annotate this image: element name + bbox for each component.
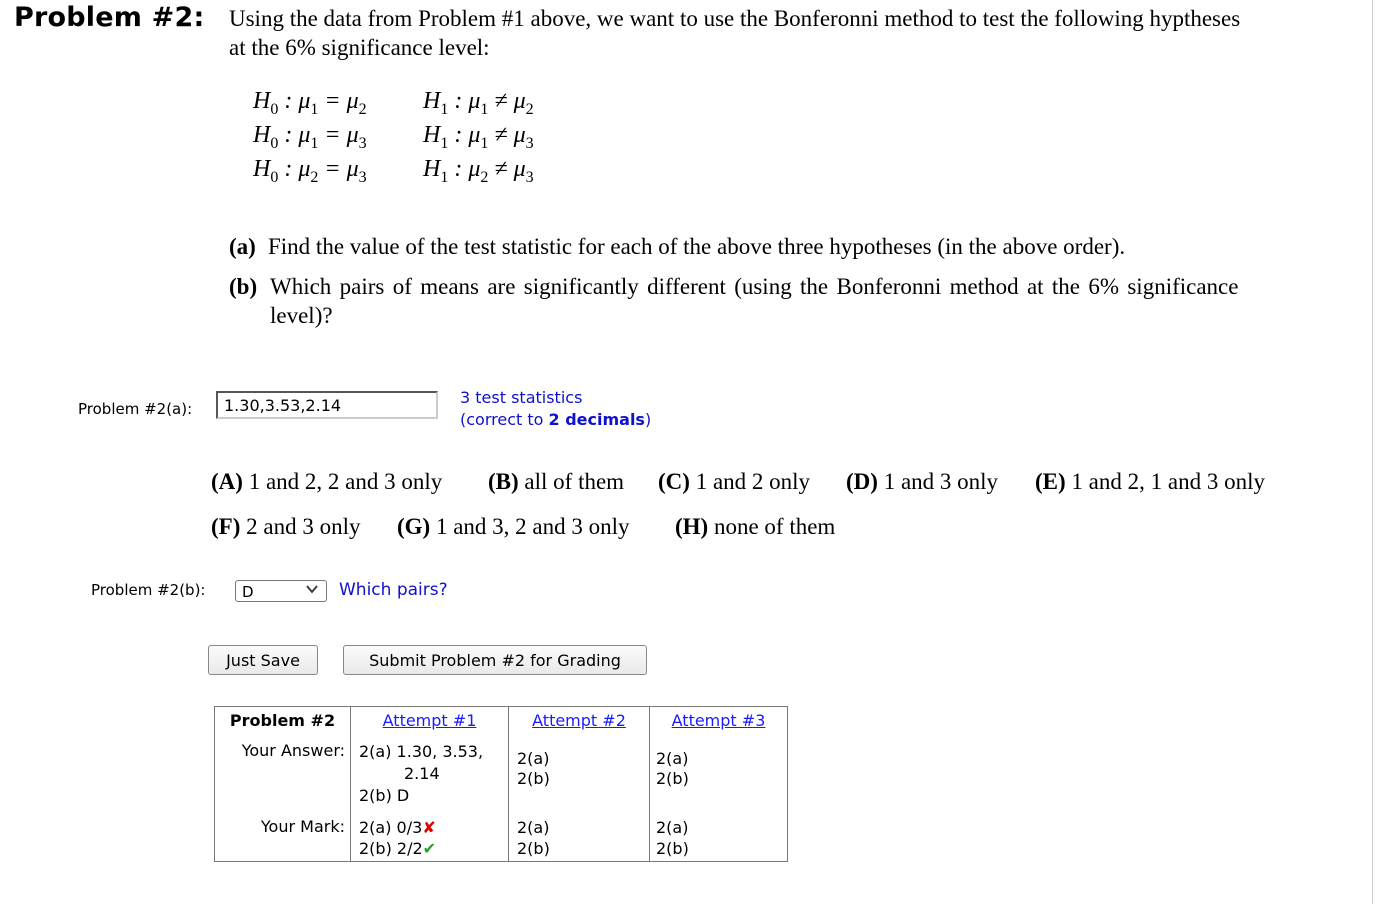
attempt-2-mark-b: 2(b) <box>517 838 550 858</box>
problem-heading: Problem #2: <box>14 2 205 33</box>
option-c: (C) 1 and 2 only <box>658 469 811 494</box>
just-save-button[interactable]: Just Save <box>208 645 318 675</box>
problem-intro-continued: at the 6% significance level: <box>229 35 490 60</box>
correct-check-icon: ✔ <box>422 838 437 858</box>
null-hypothesis-3: $H_0$ : $\mu_2 = \mu_3$ <box>253 156 367 186</box>
attempt-1-mark-a: 2(a) 0/3 <box>359 817 423 837</box>
attempt-1-answer <box>351 735 509 814</box>
attempt-2-link[interactable]: Attempt #2 <box>532 711 626 730</box>
part-b-selected-value: D <box>242 583 254 601</box>
attempt-2-answer <box>509 735 650 814</box>
option-g: (G) 1 and 3, 2 and 3 only <box>397 514 630 539</box>
option-f: (F) 2 and 3 only <box>211 514 361 539</box>
attempt-3-answer-b: 2(b) <box>656 768 689 788</box>
question-b-label: (b) <box>229 274 258 299</box>
attempt-1-answer-b: 2(b) D <box>359 785 410 805</box>
part-a-label: Problem #2(a): <box>78 400 193 418</box>
attempt-3-answer-a: 2(a) <box>656 748 689 768</box>
incorrect-cross-icon: ✘ <box>422 817 436 837</box>
attempt-3-mark-b: 2(b) <box>656 838 689 858</box>
attempt-3-answer <box>650 735 788 814</box>
attempt-3-link[interactable]: Attempt #3 <box>671 711 766 730</box>
table-corner-title: Problem #2 <box>215 707 351 735</box>
option-a: (A) 1 and 2, 2 and 3 only <box>211 469 443 494</box>
part-a-precision-hint: (correct to 2 decimals) <box>460 410 652 429</box>
attempt-1-mark <box>351 814 509 862</box>
problem-intro: Using the data from Problem #1 above, we want to use the Bonferonni method to test the following hyptheses <box>229 6 1241 31</box>
question-a-text: Find the value of the test statistic for each of the above three hypotheses (in the above order). <box>268 234 1126 259</box>
attempt-1-answer-a: 2(a) 1.30, 3.53, <box>359 741 484 761</box>
attempts-table <box>214 706 788 862</box>
part-b-hint: Which pairs? <box>339 580 448 600</box>
option-b: (B) all of them <box>488 469 625 494</box>
attempt-1-mark-b: 2(b) 2/2 <box>359 838 423 858</box>
attempt-1-answer-a-continued: 2.14 <box>404 763 440 783</box>
attempt-3-mark-a: 2(a) <box>656 817 689 837</box>
question-b-text: Which pairs of means are significantly different (using the Bonferonni method at the 6% significance <box>270 274 1239 299</box>
your-mark-label: Your Mark: <box>215 814 351 862</box>
your-answer-label: Your Answer: <box>215 735 351 814</box>
attempt-2-answer-b: 2(b) <box>517 768 550 788</box>
null-hypothesis-1: $H_0$ : $\mu_1 = \mu_2$ <box>253 88 367 118</box>
attempt-2-answer-a: 2(a) <box>517 748 550 768</box>
attempt-2-mark-a: 2(a) <box>517 817 550 837</box>
alt-hypothesis-1: $H_1$ : $\mu_1 \ne \mu_2$ <box>423 88 534 118</box>
submit-for-grading-button[interactable]: Submit Problem #2 for Grading <box>343 645 647 675</box>
alt-hypothesis-2: $H_1$ : $\mu_1 \ne \mu_3$ <box>423 122 534 152</box>
part-a-hint: 3 test statistics <box>460 388 583 407</box>
question-a-label: (a) <box>229 234 256 259</box>
chevron-down-icon <box>305 582 319 596</box>
alt-hypothesis-3: $H_1$ : $\mu_2 \ne \mu_3$ <box>423 156 534 186</box>
attempt-2-mark <box>509 814 650 862</box>
attempt-3-mark <box>650 814 788 862</box>
option-h: (H) none of them <box>675 514 836 539</box>
option-d: (D) 1 and 3 only <box>846 469 999 494</box>
page-right-border <box>1372 0 1373 904</box>
option-e: (E) 1 and 2, 1 and 3 only <box>1035 469 1265 494</box>
part-a-answer-input[interactable] <box>216 391 438 419</box>
part-b-label: Problem #2(b): <box>91 581 206 599</box>
attempt-1-link[interactable]: Attempt #1 <box>382 711 477 730</box>
question-b-text-continued: level)? <box>270 303 333 328</box>
null-hypothesis-2: $H_0$ : $\mu_1 = \mu_3$ <box>253 122 367 152</box>
